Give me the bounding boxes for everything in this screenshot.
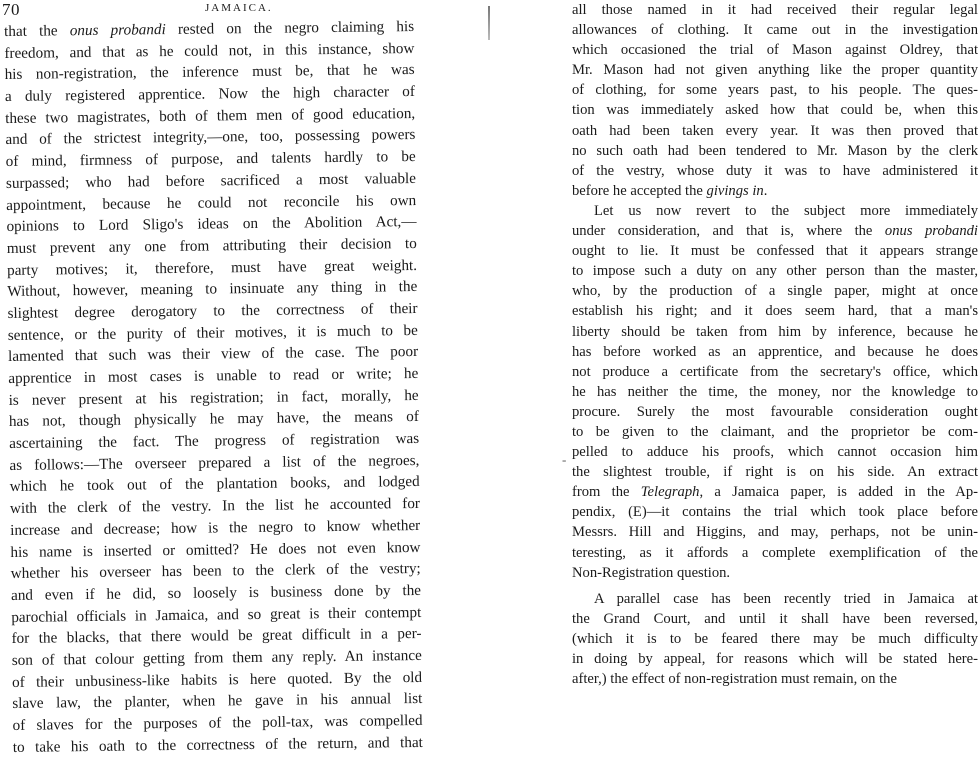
text-line: Without, however, meaning to insinuate any thing in the — [7, 278, 418, 301]
italic-phrase: Telegraph — [640, 484, 700, 501]
text-line: under consideration, and that is, where the onus probandi — [572, 223, 978, 240]
text-line: to take his oath to the correctness of the return, and that — [12, 733, 423, 756]
text-line: his name is inserted or omitted? He does not even know — [10, 538, 421, 561]
text-line: the Grand Court, and until it shall have been reversed, — [572, 610, 978, 627]
text-line: before he accepted the givings in. — [572, 182, 768, 199]
text-line: opinions to Lord Sligo's ideas on the Abolition Act,— — [6, 213, 417, 236]
text-line: ought to lie. It must be confessed that it appears strange — [572, 243, 978, 260]
text-line: (which it is to be feared there may be much difficulty — [572, 630, 978, 647]
margin-mark: - — [562, 452, 567, 467]
text-line: A parallel case has been recently tried in Jamaica at — [594, 590, 978, 607]
text-line: parochial officials in Jamaica, and so great is their contempt — [11, 603, 422, 626]
text-line: has before worked as an apprentice, and because he does — [572, 343, 978, 360]
text-line: party motives; it, therefore, must have great weight. — [6, 256, 418, 279]
text-line: Mr. Mason had not given anything like the proper quantity — [572, 62, 978, 79]
text-line: has not, though physically he may have, the means of — [8, 408, 419, 431]
text-line: pelled to adduce his proofs, which cannot occasion him — [572, 444, 978, 461]
text-line: son of that colour getting from them any reply. An instance — [11, 646, 422, 669]
gutter-crease — [488, 6, 490, 40]
text-line: the slightest trouble, if right is on his side. An extract — [572, 464, 978, 481]
text-line: after,) the effect of non-registration must remain, on the — [572, 671, 897, 688]
text-line: and even if he did, so loosely is business done by the — [10, 581, 422, 604]
text-line: Let us now revert to the subject more immediately — [594, 202, 978, 219]
text-line: his non-registration, the inference must be, that he was — [4, 61, 415, 84]
text-line: tion was immediately asked how that could be, when this — [572, 102, 978, 119]
text-line: which he took out of the plantation books, and lodged — [9, 473, 420, 496]
text-line: whether his overseer has been to the clerk of the vestry; — [10, 560, 421, 583]
text-line: to impose such a duty on any other person than the master, — [572, 263, 978, 280]
text-line: apprentice in most cases is unable to read or write; he — [8, 364, 419, 387]
text-line: surpassed; who had before sacrificed a most valuable — [5, 169, 417, 192]
text-line: teresting, as it affords a complete exemplification of the — [572, 544, 978, 561]
text-line: which occasioned the trial of Mason against Oldrey, that — [572, 42, 978, 59]
text-line: oath had been taken every year. It was then proved that — [572, 122, 978, 139]
italic-phrase: givings in — [706, 182, 764, 199]
text-line: with the clerk of the vestry. In the list he accounted for — [9, 495, 421, 518]
text-line: a duly registered apprentice. Now the high character of — [4, 83, 415, 106]
text-line: increase and decrease; how is the negro to know whether — [10, 516, 421, 539]
text-line: slave law, the planter, when he gave in his annual list — [12, 690, 423, 713]
text-line: is never present at his registration; in fact, morally, he — [8, 386, 419, 409]
text-line: not produce a certificate from the secretary's office, which — [572, 363, 978, 380]
text-line: appointment, because he could not reconcile his own — [6, 191, 417, 214]
text-line: of their unbusiness-like habits is here quoted. By the old — [11, 668, 423, 691]
text-line: of clothing, for some years past, to his people. The ques- — [572, 82, 978, 99]
text-line: for the blacks, that there would be great difficult in a per- — [11, 625, 422, 648]
left-page — [0, 0, 475, 756]
text-line: of slaves for the purposes of the poll-tax, was compelled — [12, 711, 423, 734]
text-line: and of the strictest integrity,—one, too, possessing powers — [5, 126, 416, 149]
text-line: all those named in it had received their regular legal — [572, 2, 978, 18]
right-page — [508, 0, 980, 688]
text-line: allowances of clothing. It came out in the investigation — [572, 22, 978, 39]
text-line: Messrs. Hill and Higgins, and may, perhaps, not be unin- — [572, 524, 978, 541]
text-line: establish his right; and it does seem hard, that a man's — [572, 303, 978, 320]
text-line: Non-Registration question. — [572, 564, 731, 581]
text-line: pendix, (E)—it contains the trial which took place before — [572, 504, 978, 521]
page-number: 70 — [2, 0, 20, 19]
text-line: freedom, and that as he could not, in this instance, show — [4, 39, 415, 62]
text-line: no such oath had been tendered to Mr. Mason by the clerk — [572, 142, 978, 159]
italic-phrase: onus probandi — [884, 223, 978, 240]
left-page-text — [4, 16, 423, 758]
text-line: sentence, or the purity of their motives, it is much to be — [7, 321, 418, 344]
text-line: of the vestry, whose duty it was to have administered it — [572, 162, 978, 179]
text-line: procure. Surely the most favourable consideration ought — [572, 403, 978, 420]
text-line: that the onus probandi rested on the negro claiming his — [4, 17, 415, 40]
text-line: must prevent any one from attributing their decision to — [6, 234, 417, 257]
text-line: he has neither the time, the money, nor the knowledge to — [572, 383, 978, 400]
text-line: from the Telegraph, a Jamaica paper, is added in the Ap- — [572, 484, 978, 501]
text-line: these two magistrates, both of them men of good education, — [5, 104, 416, 127]
running-head: JAMAICA. — [205, 2, 273, 14]
text-line: slightest degree derogatory to the correctness of their — [7, 299, 418, 322]
text-line: ascertaining the fact. The progress of registration was — [9, 430, 420, 453]
text-line: in doing by appeal, for reasons which will be stated here- — [572, 651, 978, 667]
text-line: to be given to the claimant, and the proprietor be com- — [572, 423, 978, 440]
text-line: lamented that such was their view of the case. The poor — [7, 343, 419, 366]
text-line: of mind, firmness of purpose, and talents hardly to be — [5, 148, 416, 171]
text-line: as follows:—The overseer prepared a list of the negroes, — [9, 451, 420, 474]
italic-phrase: onus probandi — [69, 21, 166, 40]
text-line: who, by the production of a single paper, might at once — [572, 283, 978, 300]
right-page-text — [572, 0, 978, 689]
text-line: liberty should be taken from him by inference, because he — [572, 323, 978, 340]
